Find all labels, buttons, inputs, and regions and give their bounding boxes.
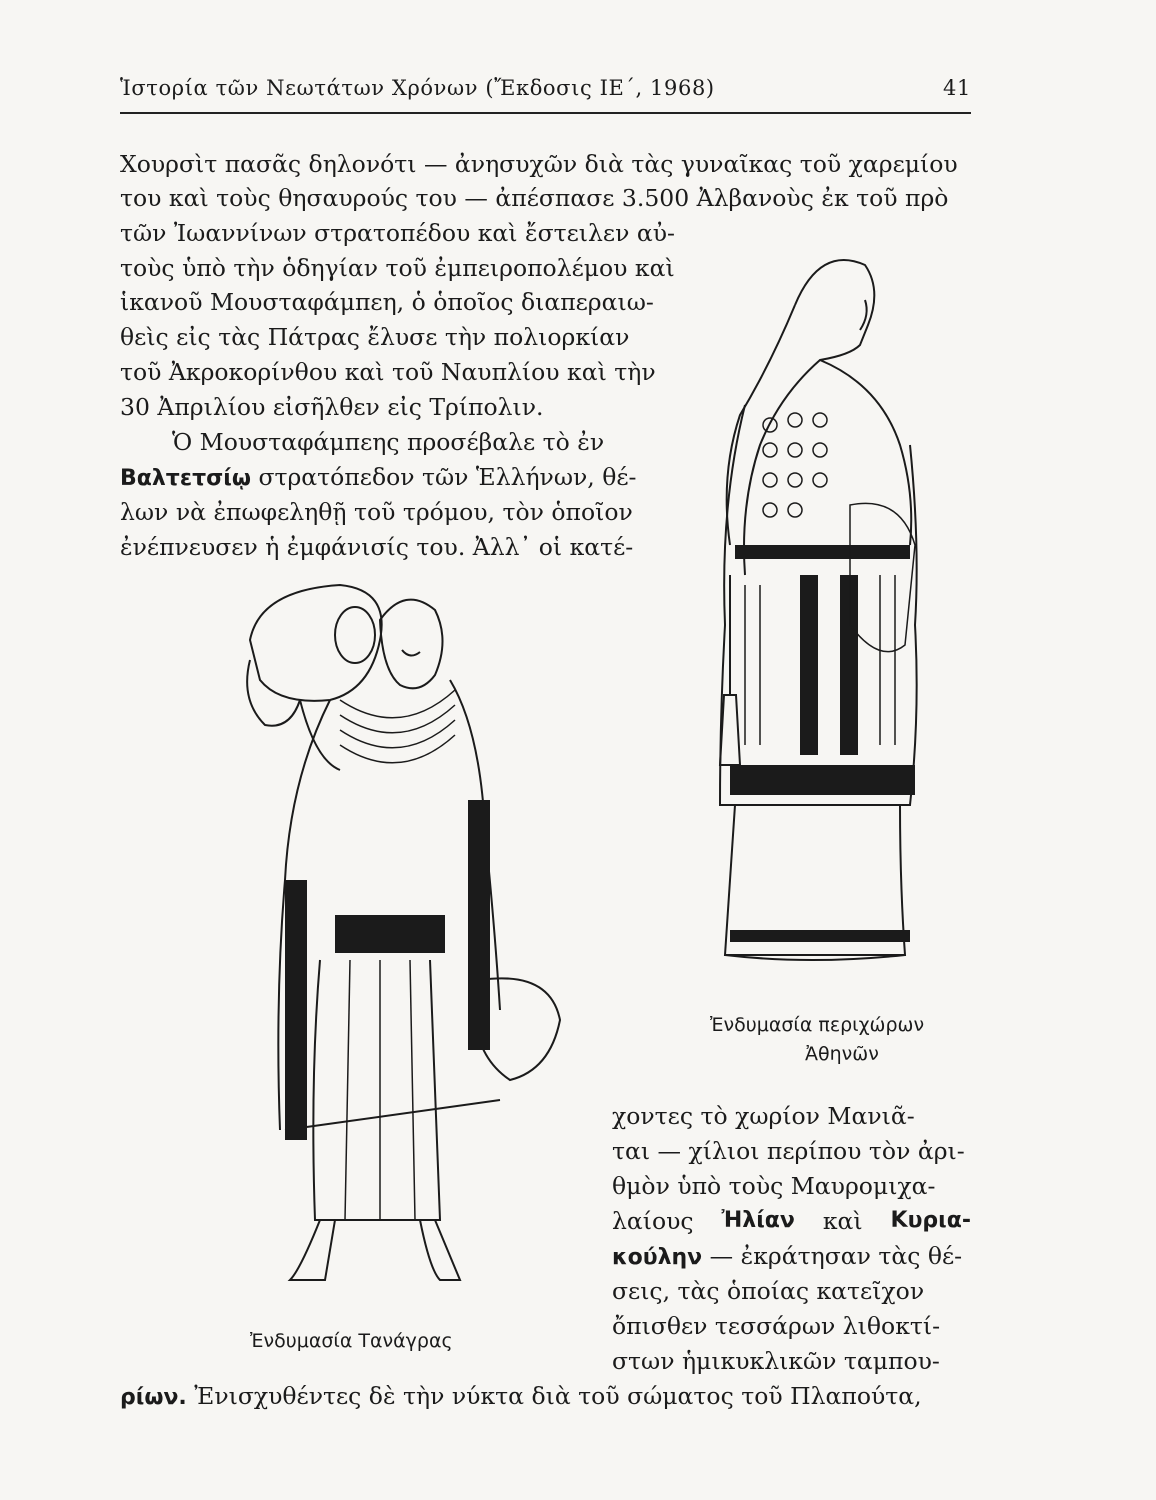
text-line-3: τῶν Ἰωαννίνων στρατοπέδου καὶ ἔστειλεν αὐ- (120, 219, 675, 247)
bottom-line-5-rest: — ἐκράτησαν τὰς θέ- (709, 1242, 963, 1270)
text-line-5: ἱκανοῦ Μουσταφάμπεη, ὁ ὁποῖος διαπεραιω- (120, 288, 654, 316)
bottom-line-7: ὄπισθεν τεσσάρων λιθοκτί- (612, 1312, 941, 1340)
para2-line-2-rest: στρατόπεδον τῶν Ἑλλήνων, θέ- (258, 463, 637, 491)
text-line-8: 30 Ἀπριλίου εἰσῆλθεν εἰς Τρίπολιν. (120, 393, 544, 421)
place-name-valtetsi: Βαλτετσίῳ (120, 466, 251, 491)
caption-athens-line1: Ἐνδυμασία περιχώρων (710, 1014, 925, 1036)
caption-athens-line2: Ἀθηνῶν (805, 1043, 879, 1065)
para2-line-1: Ὁ Μουσταφάμπεης προσέβαλε τὸ ἐν (172, 428, 605, 456)
illustration-attica-costume (700, 245, 960, 1005)
bottom-line-6: σεις, τὰς ὁποίας κατεῖχον (612, 1277, 925, 1305)
bottom-line-5 (612, 1240, 962, 1274)
name-kyriakoulin-part1: Κυρια- (890, 1208, 971, 1233)
para2-line-4: ἐνέπνευσεν ἡ ἐμφάνισίς του. Ἀλλ᾽ οἱ κατέ- (120, 533, 634, 561)
text-line-7: τοῦ Ἀκροκορίνθου καὶ τοῦ Ναυπλίου καὶ τὴν (120, 358, 656, 386)
para2-line-3: λων νὰ ἐπωφεληθῇ τοῦ τρόμου, τὸν ὁποῖον (120, 498, 633, 526)
caption-tanagra: Ἐνδυμασία Τανάγρας (250, 1330, 453, 1352)
bottom-line-1 (612, 1100, 971, 1132)
illustration-tanagra-costume (230, 580, 570, 1300)
name-kyriakoulin-part2: κούλην (612, 1245, 703, 1270)
para2-line-2 (120, 461, 637, 495)
name-ilian: Ἠλίαν (721, 1208, 795, 1233)
text-line-4: τοὺς ὑπὸ τὴν ὁδηγίαν τοῦ ἐμπειροπολέμου καὶ (120, 254, 675, 282)
bottom-line-1-content: χοντες τὸ χωρίον Μανιᾶ- (612, 1102, 915, 1130)
bottom-line-2: ται — χίλιοι περίπου τὸν ἀρι- (612, 1137, 965, 1165)
page-number: 41 (943, 76, 971, 100)
text-line-6: θεὶς εἰς τὰς Πάτρας ἔλυσε τὴν πολιορκίαν (120, 323, 630, 351)
bottom-line-8: στων ἡμικυκλικῶν ταμπου- (612, 1347, 940, 1375)
running-title: Ἱστορία τῶν Νεωτάτων Χρόνων (Ἔκδοσις ΙΕ΄, 1968) (120, 76, 715, 100)
text-line-2: του καὶ τοὺς θησαυρούς του — ἀπέσπασε 3.500 Ἀλβανοὺς ἐκ τοῦ πρὸ (120, 184, 949, 212)
text-line-1-content: Χουρσὶτ πασᾶς δηλονότι — ἀνησυχῶν διὰ τὰς γυναῖκας τοῦ χαρεμίου (120, 150, 958, 178)
last-line (120, 1380, 922, 1414)
header-rule (120, 112, 971, 114)
bottom-line-4-b: καὶ (822, 1207, 863, 1235)
word-tambourion: ρίων. (120, 1385, 187, 1410)
bottom-line-4-a: λαίους (612, 1207, 694, 1235)
text-line-1 (120, 148, 971, 180)
bottom-line-4 (612, 1205, 971, 1237)
bottom-line-3: θμὸν ὑπὸ τοὺς Μαυρομιχα- (612, 1172, 936, 1200)
last-line-rest: Ἐνισχυθέντες δὲ τὴν νύκτα διὰ τοῦ σώματος τοῦ Πλαπούτα, (194, 1382, 922, 1410)
